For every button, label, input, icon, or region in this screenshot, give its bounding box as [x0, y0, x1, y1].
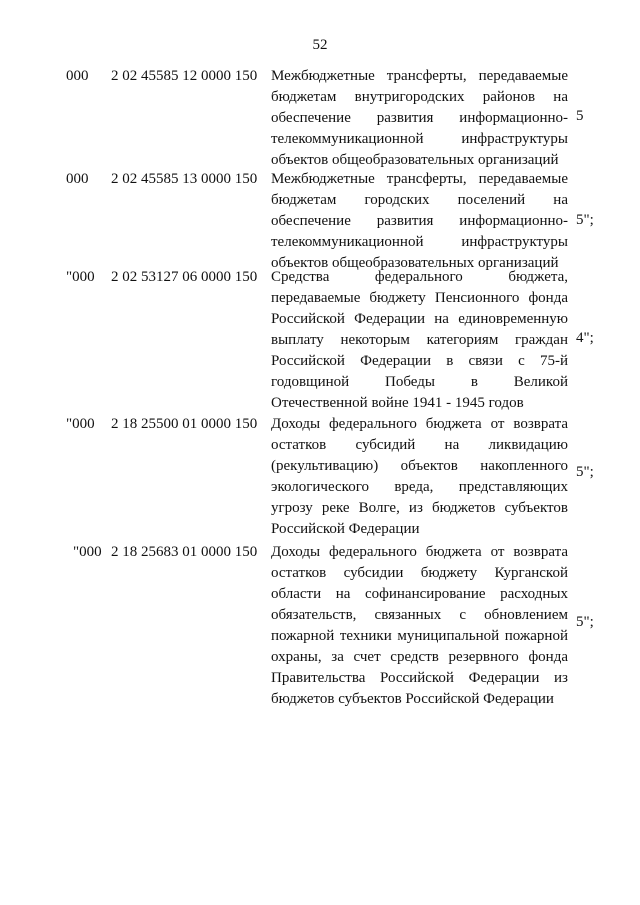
description-line: угрозу реке Волге, из бюджетов субъектов [271, 500, 568, 516]
description-line: Правительства Российской Федерации из [271, 670, 568, 686]
description-line: обязательств, связанных с обновлением [271, 607, 568, 623]
description-line: Российской Федерации в связи с 75-й [271, 353, 568, 369]
description-line: бюджетам внутригородских районов на [271, 89, 568, 105]
description-line: Доходы федерального бюджета от возврата [271, 416, 568, 432]
description-line: объектов общеобразовательных организаций [271, 152, 559, 168]
description-line: бюджетов субъектов Российской Федерации [271, 691, 554, 707]
row-description [271, 267, 568, 414]
description-line: Российской Федерации [271, 521, 420, 537]
description-line: годовщиной Победы в Великой [271, 374, 568, 390]
row-description [271, 66, 568, 171]
row-amount: 5"; [576, 614, 594, 630]
description-line: Межбюджетные трансферты, передаваемые [271, 68, 568, 84]
description-line: охраны, за счет средств резервного фонда [271, 649, 568, 665]
description-line: бюджетам городских поселений на [271, 192, 568, 208]
description-line: Российской Федерации на единовременную [271, 311, 568, 327]
budget-code: 2 02 45585 13 0000 150 [111, 171, 258, 187]
row-prefix: "000 [66, 416, 95, 432]
description-line: объектов общеобразовательных организаций [271, 255, 559, 271]
description-line: выплату некоторым категориям граждан [271, 332, 568, 348]
description-line: экологического вреда, представляющих [271, 479, 568, 495]
row-description [271, 542, 568, 710]
description-line: передаваемые бюджету Пенсионного фонда [271, 290, 568, 306]
description-line: Доходы федерального бюджета от возврата [271, 544, 568, 560]
description-line: пожарной техники муниципальной пожарной [271, 628, 568, 644]
description-line: телекоммуникационной инфраструктуры [271, 234, 568, 250]
row-prefix: "000 [66, 269, 95, 285]
description-line: остатков субсидии бюджету Курганской [271, 565, 568, 581]
description-line: Межбюджетные трансферты, передаваемые [271, 171, 568, 187]
description-line: Отечественной войне 1941 - 1945 годов [271, 395, 524, 411]
row-description [271, 414, 568, 540]
page-number: 52 [312, 37, 328, 53]
budget-code: 2 18 25683 01 0000 150 [111, 544, 258, 560]
row-amount: 5 [576, 108, 584, 124]
row-amount: 4"; [576, 330, 594, 346]
budget-code: 2 18 25500 01 0000 150 [111, 416, 258, 432]
description-line: области на софинансирование расходных [271, 586, 568, 602]
row-prefix: 000 [66, 171, 89, 187]
row-prefix: 000 [66, 68, 89, 84]
row-prefix: "000 [73, 544, 102, 560]
row-amount: 5"; [576, 212, 594, 228]
budget-code: 2 02 53127 06 0000 150 [111, 269, 258, 285]
description-line: обеспечение развития информационно- [271, 110, 568, 126]
description-line: обеспечение развития информационно- [271, 213, 568, 229]
description-line: Средства федерального бюджета, [271, 269, 568, 285]
row-amount: 5"; [576, 464, 594, 480]
description-line: (рекультивацию) объектов накопленного [271, 458, 568, 474]
description-line: телекоммуникационной инфраструктуры [271, 131, 568, 147]
description-line: остатков субсидий на ликвидацию [271, 437, 568, 453]
budget-code: 2 02 45585 12 0000 150 [111, 68, 258, 84]
row-description [271, 169, 568, 274]
